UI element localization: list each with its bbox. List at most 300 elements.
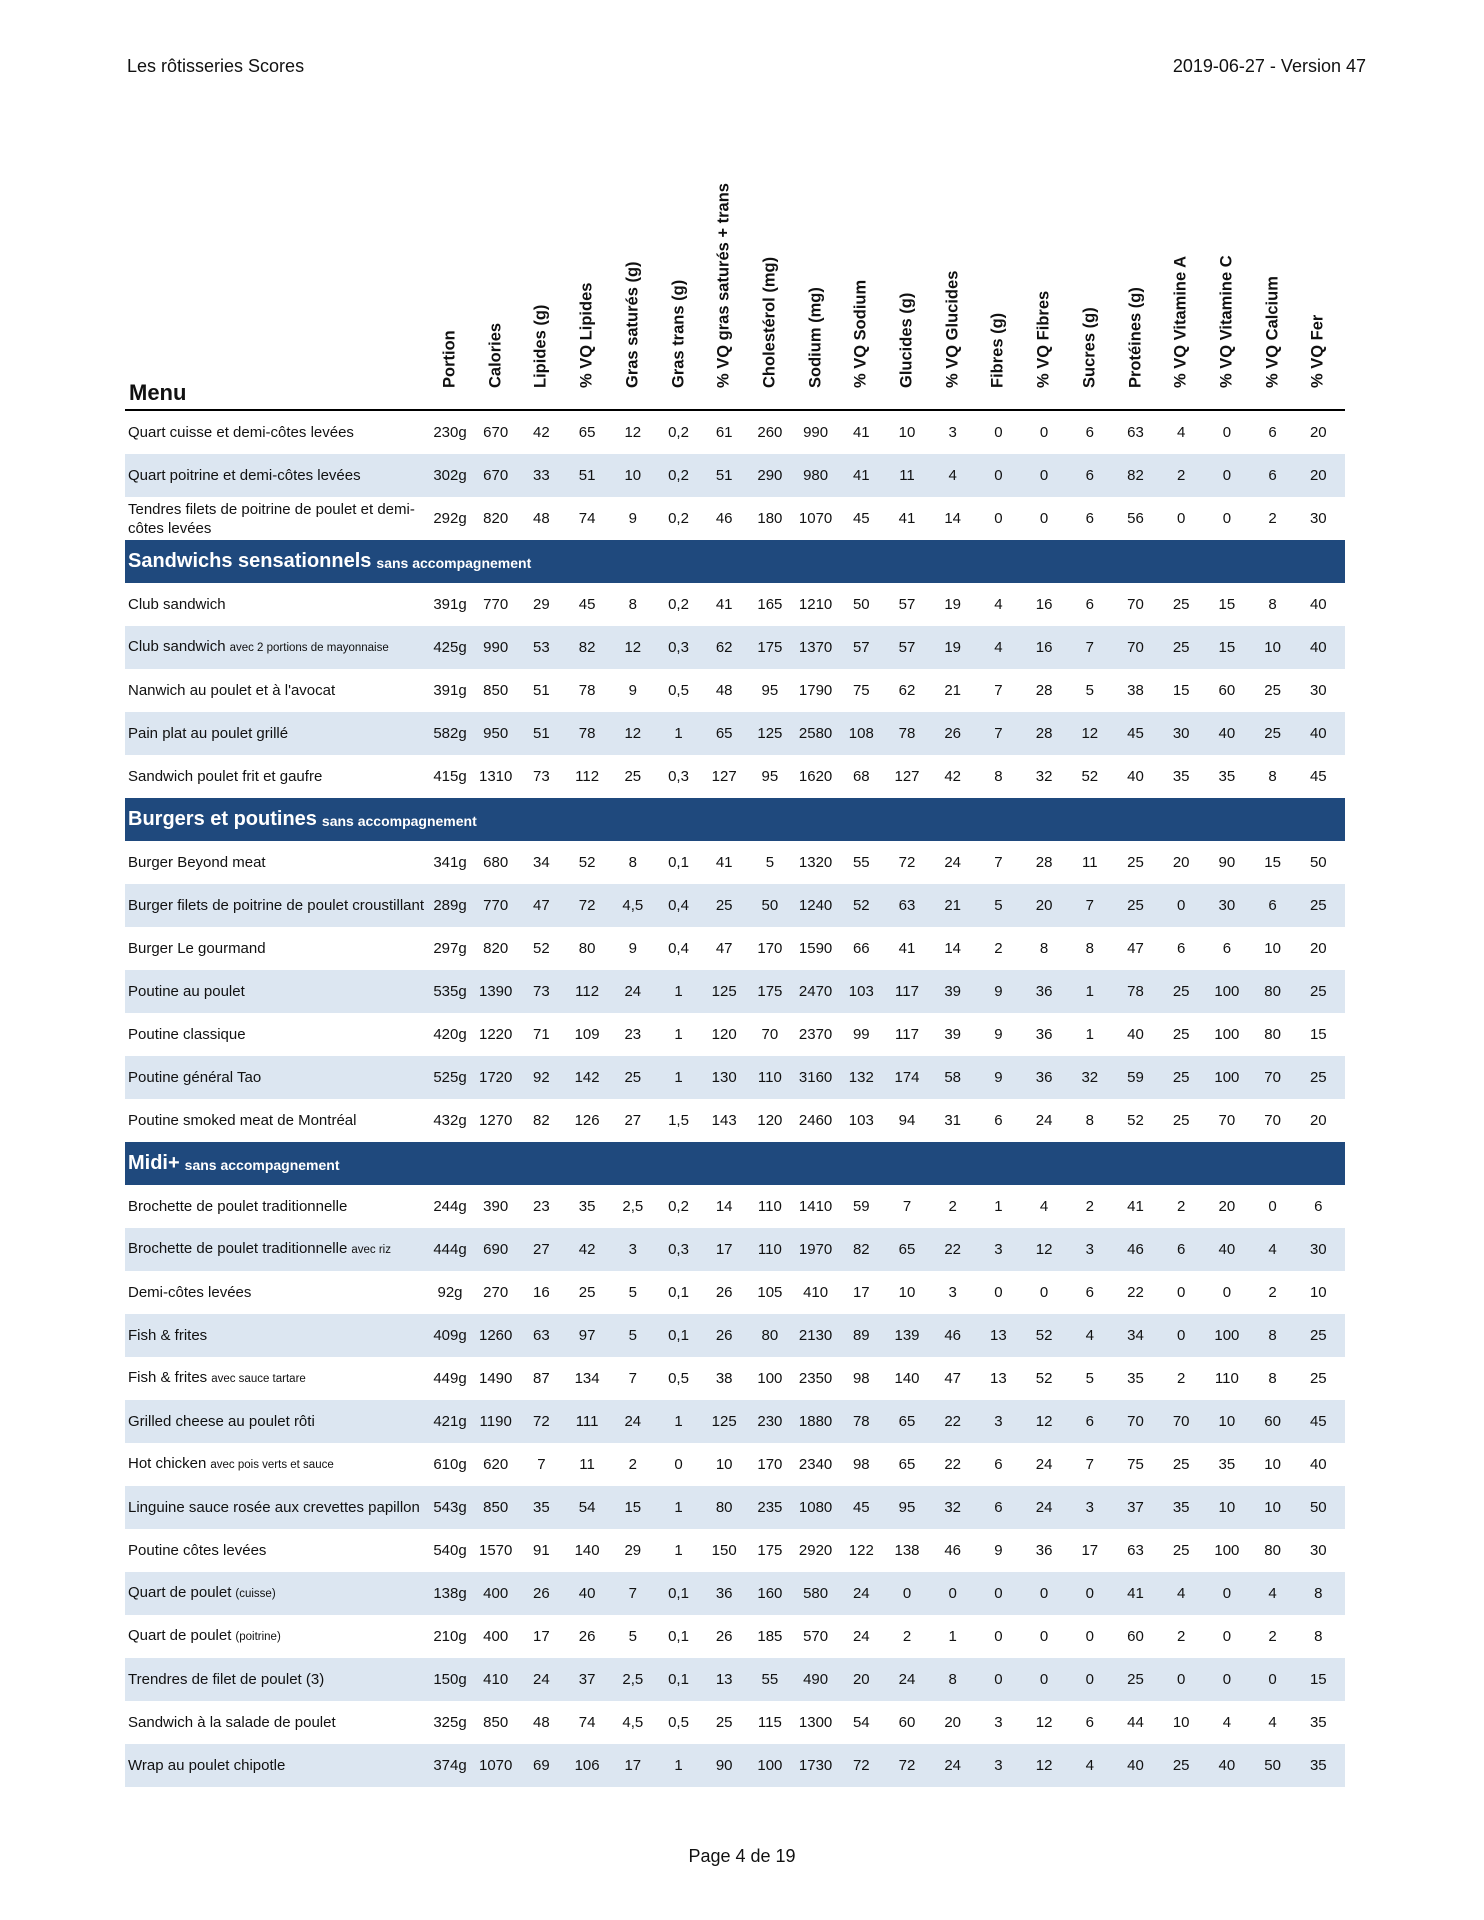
value-cell: 12 [1035,1714,1053,1731]
value-cell: 34 [533,854,550,871]
value-cell: 6 [1177,1241,1186,1258]
value-cell: 400 [483,1628,509,1645]
value-cell: 1880 [798,1413,833,1430]
value-cell: 41 [852,467,870,484]
value-cell: 40 [1218,1757,1236,1774]
value-cell: 51 [533,725,550,742]
value-cell: 5 [994,897,1003,914]
menu-item-cell [128,755,428,798]
value-cell: 0 [1222,1585,1232,1602]
value-cell: 2 [1177,1370,1186,1387]
nutrition-table [125,140,1345,1787]
value-cell: 10 [1264,1499,1281,1516]
value-cell: 70 [1264,1069,1281,1086]
value-cell: 8 [1314,1585,1323,1602]
menu-item-cell [128,1615,428,1658]
value-cell: 5 [765,854,775,871]
value-cell: 52 [852,897,870,914]
value-cell: 95 [761,768,779,785]
value-cell: 78 [852,1413,870,1430]
value-cell: 1 [674,1413,683,1430]
column-header-label: Protéines (g) [1126,287,1144,388]
value-cell: 6 [1085,596,1094,613]
menu-item-text [128,1626,281,1647]
value-cell: 8 [628,596,637,613]
value-cell: 391g [433,596,467,613]
value-cell: 106 [574,1757,600,1774]
value-cell: 8 [1085,940,1094,957]
value-cell: 7 [628,1370,637,1387]
menu-item-name: Burger Le gourmand [128,940,266,957]
value-cell: 115 [757,1714,782,1731]
value-cell: 48 [715,682,733,699]
value-cell: 45 [852,1499,870,1516]
menu-item-text [128,423,354,442]
value-cell: 1240 [798,897,833,914]
value-cell: 52 [1081,768,1099,785]
value-cell: 25 [1309,1069,1327,1086]
menu-item-name: Nanwich au poulet et à l'avocat [128,682,336,699]
value-cell: 425g [433,639,467,656]
value-cell: 7 [1085,639,1094,656]
table-row [125,1701,1345,1744]
value-cell: 20 [1309,1112,1327,1129]
value-cell: 56 [1127,510,1144,527]
value-cell: 21 [944,682,962,699]
section-title: Sandwichs sensationnels [128,550,372,572]
value-cell: 409g [433,1327,467,1344]
value-cell: 2 [1177,467,1186,484]
value-cell: 14 [944,510,962,527]
table-row [125,1271,1345,1314]
value-cell: 25 [1172,639,1190,656]
value-cell: 9 [628,510,637,527]
table-row [125,1744,1345,1787]
value-cell: 1620 [798,768,833,785]
value-cell: 15 [1264,854,1281,871]
value-cell: 289g [433,897,467,914]
menu-item-cell [128,1314,428,1357]
column-header-label: % VQ Sodium [851,279,870,388]
value-cell: 16 [1035,596,1053,613]
column-header-label: % VQ Vitamine A [1171,255,1190,388]
value-cell: 0,1 [668,1327,689,1344]
value-cell: 22 [944,1456,962,1473]
value-cell: 570 [803,1628,829,1645]
value-cell: 0 [994,1628,1003,1645]
value-cell: 582g [433,725,467,742]
value-cell: 90 [1218,854,1236,871]
column-header [1205,138,1249,407]
value-cell: 7 [537,1456,546,1473]
value-cell: 7 [994,682,1003,699]
table-row [125,1314,1345,1357]
column-header-label: Calories [486,322,505,388]
value-cell: 770 [483,897,509,914]
table-row [125,1486,1345,1529]
value-cell: 72 [898,854,916,871]
value-cell: 0 [1177,1671,1186,1688]
column-header [474,138,518,407]
table-row [125,669,1345,712]
value-cell: 143 [711,1112,737,1129]
value-cell: 850 [483,1499,509,1516]
value-cell: 92 [533,1069,550,1086]
value-cell: 0,3 [668,639,689,656]
value-cell: 22 [944,1241,962,1258]
value-cell: 610g [433,1456,467,1473]
value-cell: 74 [578,510,596,527]
menu-item-cell [128,1400,428,1443]
value-cell: 25 [1264,725,1281,742]
value-cell: 0 [1177,897,1186,914]
value-cell: 2340 [798,1456,833,1473]
value-cell: 11 [1082,854,1098,871]
value-cell: 1220 [479,1026,513,1043]
value-cell: 25 [1172,1542,1190,1559]
value-cell: 4,5 [622,897,644,914]
value-cell: 1310 [479,768,513,785]
value-cell: 82 [1127,467,1144,484]
value-cell: 63 [533,1327,550,1344]
column-header-label: % VQ Lipides [577,282,596,388]
value-cell: 1320 [798,854,833,871]
value-cell: 12 [624,424,642,441]
value-cell: 73 [533,768,550,785]
value-cell: 0 [1085,1671,1094,1688]
value-cell: 2 [902,1628,912,1645]
value-cell: 65 [715,725,733,742]
value-cell: 35 [533,1499,550,1516]
value-cell: 52 [1035,1327,1053,1344]
value-cell: 25 [1172,1026,1190,1043]
value-cell: 36 [1035,1069,1053,1086]
value-cell: 690 [483,1241,509,1258]
value-cell: 46 [715,510,733,527]
value-cell: 1570 [479,1542,513,1559]
value-cell: 35 [1309,1757,1327,1774]
value-cell: 1970 [798,1241,833,1258]
value-cell: 8 [1268,1370,1277,1387]
value-cell: 68 [852,768,870,785]
menu-item-text [128,982,245,1001]
value-cell: 1,5 [668,1112,689,1129]
value-cell: 0,1 [668,854,689,871]
value-cell: 47 [944,1370,962,1387]
value-cell: 6 [1222,940,1232,957]
value-cell: 230g [433,424,467,441]
menu-item-name: Trendres de filet de poulet (3) [128,1671,325,1688]
value-cell: 1 [674,1026,683,1043]
value-cell: 6 [1085,467,1094,484]
menu-item-name: Wrap au poulet chipotle [128,1757,286,1774]
column-header [1251,138,1295,407]
value-cell: 41 [715,596,733,613]
table-row [125,1400,1345,1443]
value-cell: 12 [624,639,642,656]
value-cell: 0 [1268,1671,1277,1688]
value-cell: 140 [894,1370,920,1387]
value-cell: 490 [803,1671,829,1688]
value-cell: 0,5 [668,682,689,699]
table-row [125,841,1345,884]
value-cell: 20 [1218,1198,1236,1215]
value-cell: 46 [944,1542,962,1559]
value-cell: 26 [533,1585,550,1602]
table-row [125,411,1345,454]
value-cell: 70 [1218,1112,1236,1129]
value-cell: 25 [1264,682,1281,699]
value-cell: 37 [1127,1499,1144,1516]
value-cell: 410 [803,1284,829,1301]
value-cell: 41 [852,424,870,441]
value-cell: 59 [852,1198,870,1215]
value-cell: 59 [1127,1069,1144,1086]
menu-item-cell [128,1486,428,1529]
value-cell: 32 [1035,768,1053,785]
value-cell: 66 [852,940,870,957]
menu-item-text [128,1541,266,1560]
value-cell: 3 [994,1241,1003,1258]
value-cell: 15 [1218,639,1236,656]
column-header-label: Gras saturés (g) [623,261,642,388]
menu-item-cell [128,927,428,970]
menu-item-name: Quart de poulet [128,1584,232,1601]
value-cell: 30 [1309,682,1327,699]
value-cell: 71 [533,1026,550,1043]
value-cell: 16 [1035,639,1053,656]
value-cell: 70 [1127,639,1144,656]
menu-item-name: Burger filets de poitrine de poulet croustillant [128,897,425,914]
value-cell: 42 [944,768,962,785]
column-header [1159,138,1203,407]
value-cell: 100 [1214,983,1240,1000]
value-cell: 680 [483,854,509,871]
value-cell: 33 [533,467,550,484]
menu-item-name: Grilled cheese au poulet rôti [128,1413,315,1430]
value-cell: 120 [711,1026,737,1043]
value-cell: 7 [902,1198,912,1215]
value-cell: 6 [1177,940,1186,957]
value-cell: 230 [757,1413,783,1430]
value-cell: 0,2 [668,467,689,484]
value-cell: 391g [433,682,467,699]
value-cell: 80 [1264,983,1281,1000]
value-cell: 55 [852,854,870,871]
value-cell: 2460 [798,1112,833,1129]
menu-item-name: Poutine classique [128,1026,246,1043]
value-cell: 15 [1218,596,1236,613]
value-cell: 1 [1085,1026,1094,1043]
value-cell: 35 [1218,1456,1236,1473]
value-cell: 9 [994,1026,1003,1043]
value-cell: 25 [1172,983,1190,1000]
value-cell: 65 [898,1456,916,1473]
menu-column-header: Menu [129,380,187,405]
value-cell: 160 [757,1585,783,1602]
value-cell: 0,2 [668,1198,689,1215]
value-cell: 5 [628,1628,637,1645]
value-cell: 27 [533,1241,550,1258]
value-cell: 10 [898,1284,916,1301]
value-cell: 1 [674,1499,683,1516]
value-cell: 25 [1309,1370,1327,1387]
value-cell: 94 [898,1112,916,1129]
value-cell: 2,5 [622,1671,644,1688]
value-cell: 165 [757,596,783,613]
menu-item-text [128,724,288,743]
menu-item-cell [128,1056,428,1099]
section-header [125,798,1345,841]
value-cell: 45 [1127,725,1144,742]
value-cell: 3 [948,424,957,441]
table-row [125,1529,1345,1572]
section-subtitle: sans accompagnement [321,813,477,829]
value-cell: 0,3 [668,1241,689,1258]
value-cell: 770 [483,596,509,613]
value-cell: 8 [994,768,1003,785]
value-cell: 17 [852,1284,870,1301]
value-cell: 1390 [479,983,513,1000]
value-cell: 80 [715,1499,733,1516]
value-cell: 25 [1127,1671,1144,1688]
value-cell: 374g [433,1757,467,1774]
value-cell: 52 [1035,1370,1053,1387]
value-cell: 10 [624,467,642,484]
value-cell: 535g [433,983,467,1000]
value-cell: 6 [1085,1284,1094,1301]
value-cell: 0,1 [668,1284,689,1301]
table-row [125,1658,1345,1701]
value-cell: 25 [1172,1069,1190,1086]
value-cell: 25 [1127,854,1144,871]
value-cell: 1720 [479,1069,513,1086]
value-cell: 62 [898,682,916,699]
value-cell: 670 [483,424,509,441]
value-cell: 0 [1039,1284,1049,1301]
value-cell: 26 [944,725,962,742]
value-cell: 37 [578,1671,596,1688]
menu-item-name: Brochette de poulet traditionnelle [128,1240,348,1257]
value-cell: 35 [1309,1714,1327,1731]
section-subtitle: sans accompagnement [184,1157,340,1173]
value-cell: 100 [1214,1026,1240,1043]
menu-item-name: Demi-côtes levées [128,1284,252,1301]
value-cell: 0 [1039,1585,1049,1602]
value-cell: 70 [1127,1413,1144,1430]
value-cell: 432g [433,1112,467,1129]
value-cell: 6 [1085,424,1094,441]
value-cell: 4 [1085,1757,1094,1774]
menu-item-text [128,1283,251,1302]
value-cell: 126 [574,1112,600,1129]
value-cell: 6 [994,1456,1003,1473]
value-cell: 7 [628,1585,637,1602]
table-row [125,1099,1345,1142]
menu-item-name: Poutine côtes levées [128,1542,267,1559]
column-header [1296,138,1340,407]
value-cell: 40 [578,1585,596,1602]
value-cell: 80 [761,1327,779,1344]
value-cell: 1210 [798,596,833,613]
value-cell: 65 [578,424,596,441]
value-cell: 0 [1268,1198,1277,1215]
menu-item-text [128,939,266,958]
value-cell: 5 [628,1327,637,1344]
value-cell: 36 [1035,983,1053,1000]
value-cell: 1300 [798,1714,833,1731]
value-cell: 3160 [798,1069,833,1086]
value-cell: 57 [898,639,916,656]
column-header [1068,138,1112,407]
section-header [125,540,1345,583]
menu-item-name: Club sandwich [128,596,226,613]
table-row [125,454,1345,497]
value-cell: 8 [1268,768,1277,785]
menu-item-name: Sandwich poulet frit et gaufre [128,768,323,785]
value-cell: 125 [757,725,783,742]
value-cell: 1270 [479,1112,513,1129]
value-cell: 8 [1039,940,1049,957]
value-cell: 0 [1222,1671,1232,1688]
value-cell: 20 [1309,940,1327,957]
menu-item-cell [128,1271,428,1314]
value-cell: 8 [628,854,637,871]
value-cell: 138 [894,1542,920,1559]
value-cell: 30 [1172,725,1190,742]
value-cell: 48 [533,510,550,527]
value-cell: 4 [994,596,1003,613]
value-cell: 444g [433,1241,467,1258]
value-cell: 325g [433,1714,467,1731]
value-cell: 1070 [479,1757,513,1774]
value-cell: 46 [944,1327,962,1344]
value-cell: 63 [1127,1542,1144,1559]
table-row [125,1572,1345,1615]
table-row [125,1443,1345,1486]
column-header-label: % VQ Fer [1308,314,1327,388]
value-cell: 70 [1172,1413,1190,1430]
value-cell: 47 [533,897,550,914]
value-cell: 1410 [798,1198,833,1215]
column-header-label: Gras trans (g) [669,279,687,388]
value-cell: 2350 [798,1370,833,1387]
value-cell: 6 [1085,510,1094,527]
value-cell: 95 [761,682,779,699]
value-cell: 48 [533,1714,550,1731]
value-cell: 670 [483,467,509,484]
menu-item-name: Quart poitrine et demi-côtes levées [128,467,361,484]
value-cell: 1 [674,983,683,1000]
menu-item-name: Hot chicken [128,1455,207,1472]
value-cell: 6 [1268,467,1277,484]
column-header [976,138,1020,407]
value-cell: 525g [433,1069,467,1086]
value-cell: 1080 [798,1499,833,1516]
menu-item-text [128,1368,306,1389]
value-cell: 58 [944,1069,962,1086]
table-body [125,411,1345,1787]
value-cell: 132 [848,1069,874,1086]
value-cell: 400 [483,1585,509,1602]
value-cell: 47 [715,940,733,957]
value-cell: 22 [944,1413,962,1430]
value-cell: 5 [1085,682,1094,699]
column-header-label: Sodium (mg) [806,287,825,388]
value-cell: 54 [852,1714,870,1731]
value-cell: 35 [578,1198,596,1215]
value-cell: 53 [533,639,550,656]
